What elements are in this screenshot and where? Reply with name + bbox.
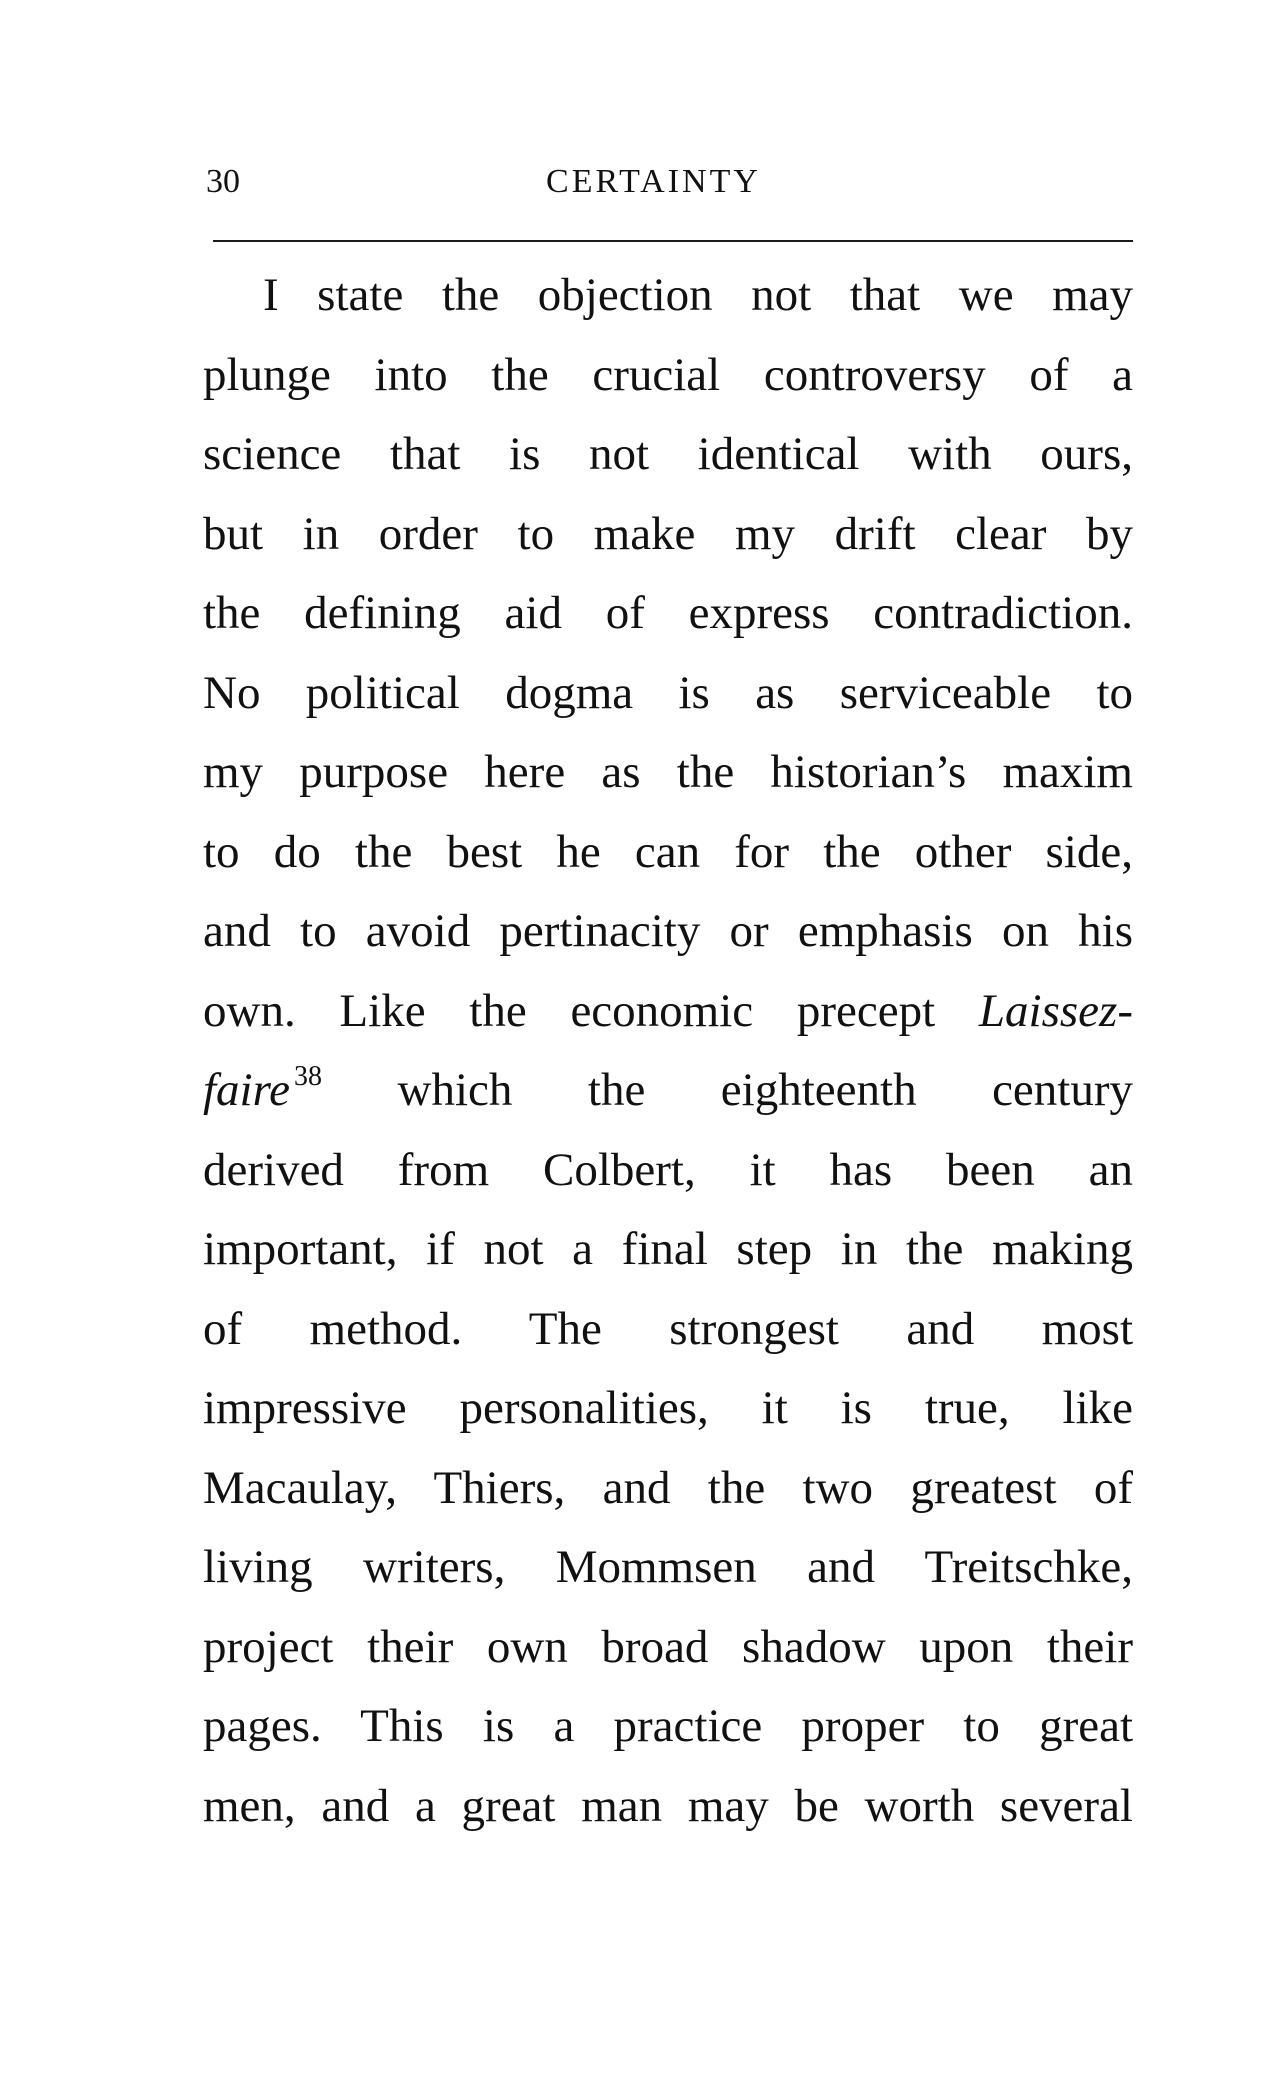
text-line: but in order to make my drift clear by xyxy=(203,507,1133,560)
text-line: the defining aid of express contradiction. xyxy=(203,587,1133,639)
text-line: important, if not a final step in the making xyxy=(203,1223,1133,1275)
text-line: plunge into the crucial controversy of a xyxy=(203,348,1133,401)
running-title: CERTAINTY xyxy=(546,163,761,200)
text-line: project their own broad shadow upon their xyxy=(203,1620,1133,1673)
text-line: Macaulay, Thiers, and the two greatest of xyxy=(203,1461,1133,1514)
text-line: I state the objection not that we may xyxy=(263,269,1133,321)
text-line: men, and a great man may be worth several xyxy=(203,1779,1133,1832)
text-line: and to avoid pertinacity or emphasis on his xyxy=(203,905,1133,957)
italic-term: faire xyxy=(203,1064,291,1116)
text-line: derived from Colbert, it has been an xyxy=(203,1143,1133,1196)
text-segment: own. Like the economic precept xyxy=(203,984,979,1037)
text-line: of method. The strongest and most xyxy=(203,1302,1133,1355)
text-line: pages. This is a practice proper to great xyxy=(203,1700,1133,1752)
text-line: science that is not identical with ours, xyxy=(203,428,1133,480)
text-segment: which the eighteenth century xyxy=(322,1064,1133,1116)
text-line: living writers, Mommsen and Treitschke, xyxy=(203,1541,1133,1593)
italic-term: Laissez- xyxy=(978,984,1133,1037)
text-line: No political dogma is as serviceable to xyxy=(203,666,1133,719)
page-number: 30 xyxy=(206,163,240,200)
body-text xyxy=(203,256,1133,1846)
text-line xyxy=(203,972,1133,1052)
header-rule xyxy=(213,240,1133,242)
footnote-reference: 38 xyxy=(294,1061,323,1092)
text-line: my purpose here as the historian’s maxim xyxy=(203,746,1133,798)
text-line xyxy=(203,1051,1133,1131)
text-line: impressive personalities, it is true, like xyxy=(203,1382,1133,1434)
text-line: to do the best he can for the other side, xyxy=(203,825,1133,878)
